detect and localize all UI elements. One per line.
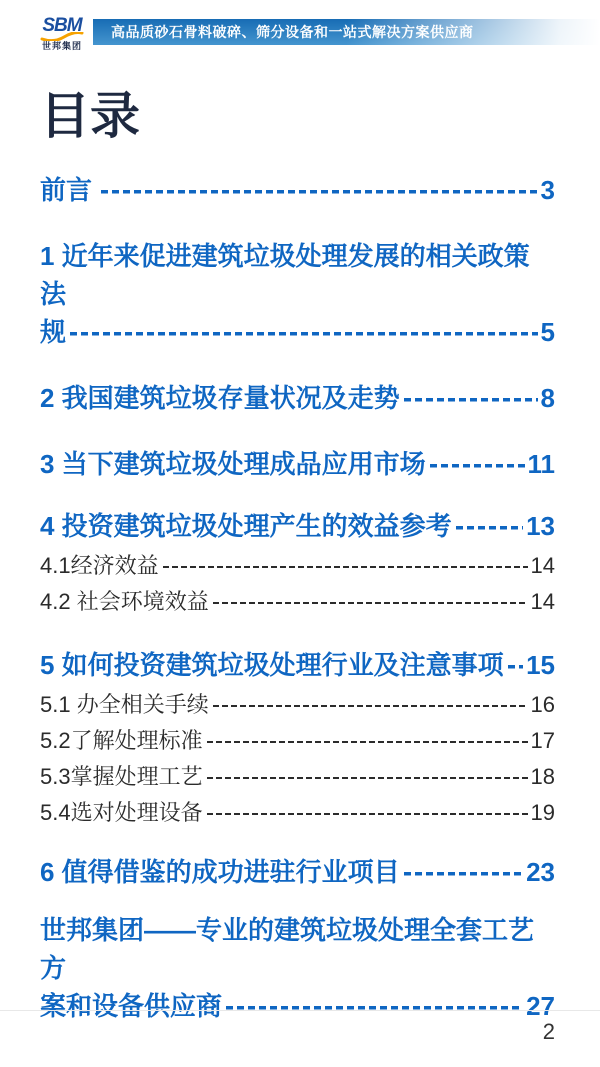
toc-entry-label-line1: 世邦集团——专业的建筑垃圾处理全套工艺方 [40,915,535,983]
toc-page-number: 27 [526,991,555,1021]
toc-entry-3[interactable] [40,445,555,483]
toc-entry-4-2[interactable] [40,584,555,620]
toc-entry-label: 4 投资建筑垃圾处理产生的效益参考 [40,511,452,541]
dash-leader [404,379,538,417]
toc-page-number: 18 [530,764,555,789]
dash-leader [213,687,528,723]
toc-entry-label-line2: 案和设备供应商 [40,991,223,1021]
toc-entry-label: 前言 [40,175,93,205]
toc-entry-label: 5 如何投资建筑垃圾处理行业及注意事项 [40,650,504,680]
toc-page-number: 8 [540,383,555,413]
dash-leader [213,584,528,620]
logo-company-name: 世邦集团 [41,41,82,51]
toc-entry-4-1[interactable] [40,548,555,584]
toc-entry-label: 5.3掌握处理工艺 [40,764,203,789]
toc-entry-label: 6 值得借鉴的成功进驻行业项目 [40,857,400,887]
dash-leader [404,853,523,891]
dash-leader [207,795,528,831]
page-header [0,0,600,51]
toc-entry-6[interactable] [40,853,555,891]
toc-entry-1[interactable] [40,237,555,351]
toc-page-number: 14 [530,553,555,578]
toc-entry-label: 2 我国建筑垃圾存量状况及走势 [40,383,400,413]
toc-entry-5-1[interactable] [40,687,555,723]
toc-entry-last-line [40,987,555,1025]
toc-entry-label: 3 当下建筑垃圾处理成品应用市场 [40,449,426,479]
toc-entry-5[interactable] [40,646,555,684]
toc-entry-label: 5.2了解处理标准 [40,728,203,753]
page-title: 目录 [40,88,140,144]
toc-entry-preface[interactable] [40,171,555,209]
header-banner [93,19,600,45]
toc-page-number: 17 [530,728,555,753]
toc-page-number: 15 [526,650,555,680]
logo-sbm-text: SBM [42,15,82,36]
toc-entry-4[interactable] [40,507,555,545]
toc-entry-5-2[interactable] [40,723,555,759]
dash-leader [163,548,528,584]
toc-entry-company[interactable] [40,911,555,1025]
toc-content [40,47,555,1025]
toc-entry-label: 4.1经济效益 [40,553,159,578]
dash-leader [101,171,538,209]
toc-entry-label: 5.4选对处理设备 [40,800,203,825]
toc-entry-label: 4.2 社会环境效益 [40,589,209,614]
toc-entry-label: 5.1 办全相关手续 [40,692,209,717]
company-logo [38,16,86,51]
toc-page-number: 19 [530,800,555,825]
footer-page-number: 2 [542,1019,555,1044]
dash-leader [207,759,528,795]
dash-leader [207,723,528,759]
dash-leader [456,507,523,545]
toc-page-number: 3 [540,175,555,205]
toc-page-number: 16 [530,692,555,717]
toc-page-number: 5 [540,317,555,347]
footer-divider [0,1010,600,1011]
dash-leader [508,646,523,684]
toc-entry-5-3[interactable] [40,759,555,795]
toc-entry-label-line2: 规 [40,317,67,347]
dash-leader [226,987,523,1025]
toc-page-number: 23 [526,857,555,887]
dash-leader [430,445,525,483]
toc-entry-label-line1: 1 近年来促进建筑垃圾处理发展的相关政策法 [40,241,530,309]
toc-entry-2[interactable] [40,379,555,417]
header-banner-slogan: 高品质砂石骨料破碎、筛分设备和一站式解决方案供应商 [111,24,474,40]
dash-leader [70,313,538,351]
toc-page-number: 13 [526,511,555,541]
toc-page-number: 11 [527,449,555,479]
toc-entry-last-line [40,313,555,351]
toc-page-number: 14 [530,589,555,614]
toc-entry-5-4[interactable] [40,795,555,831]
